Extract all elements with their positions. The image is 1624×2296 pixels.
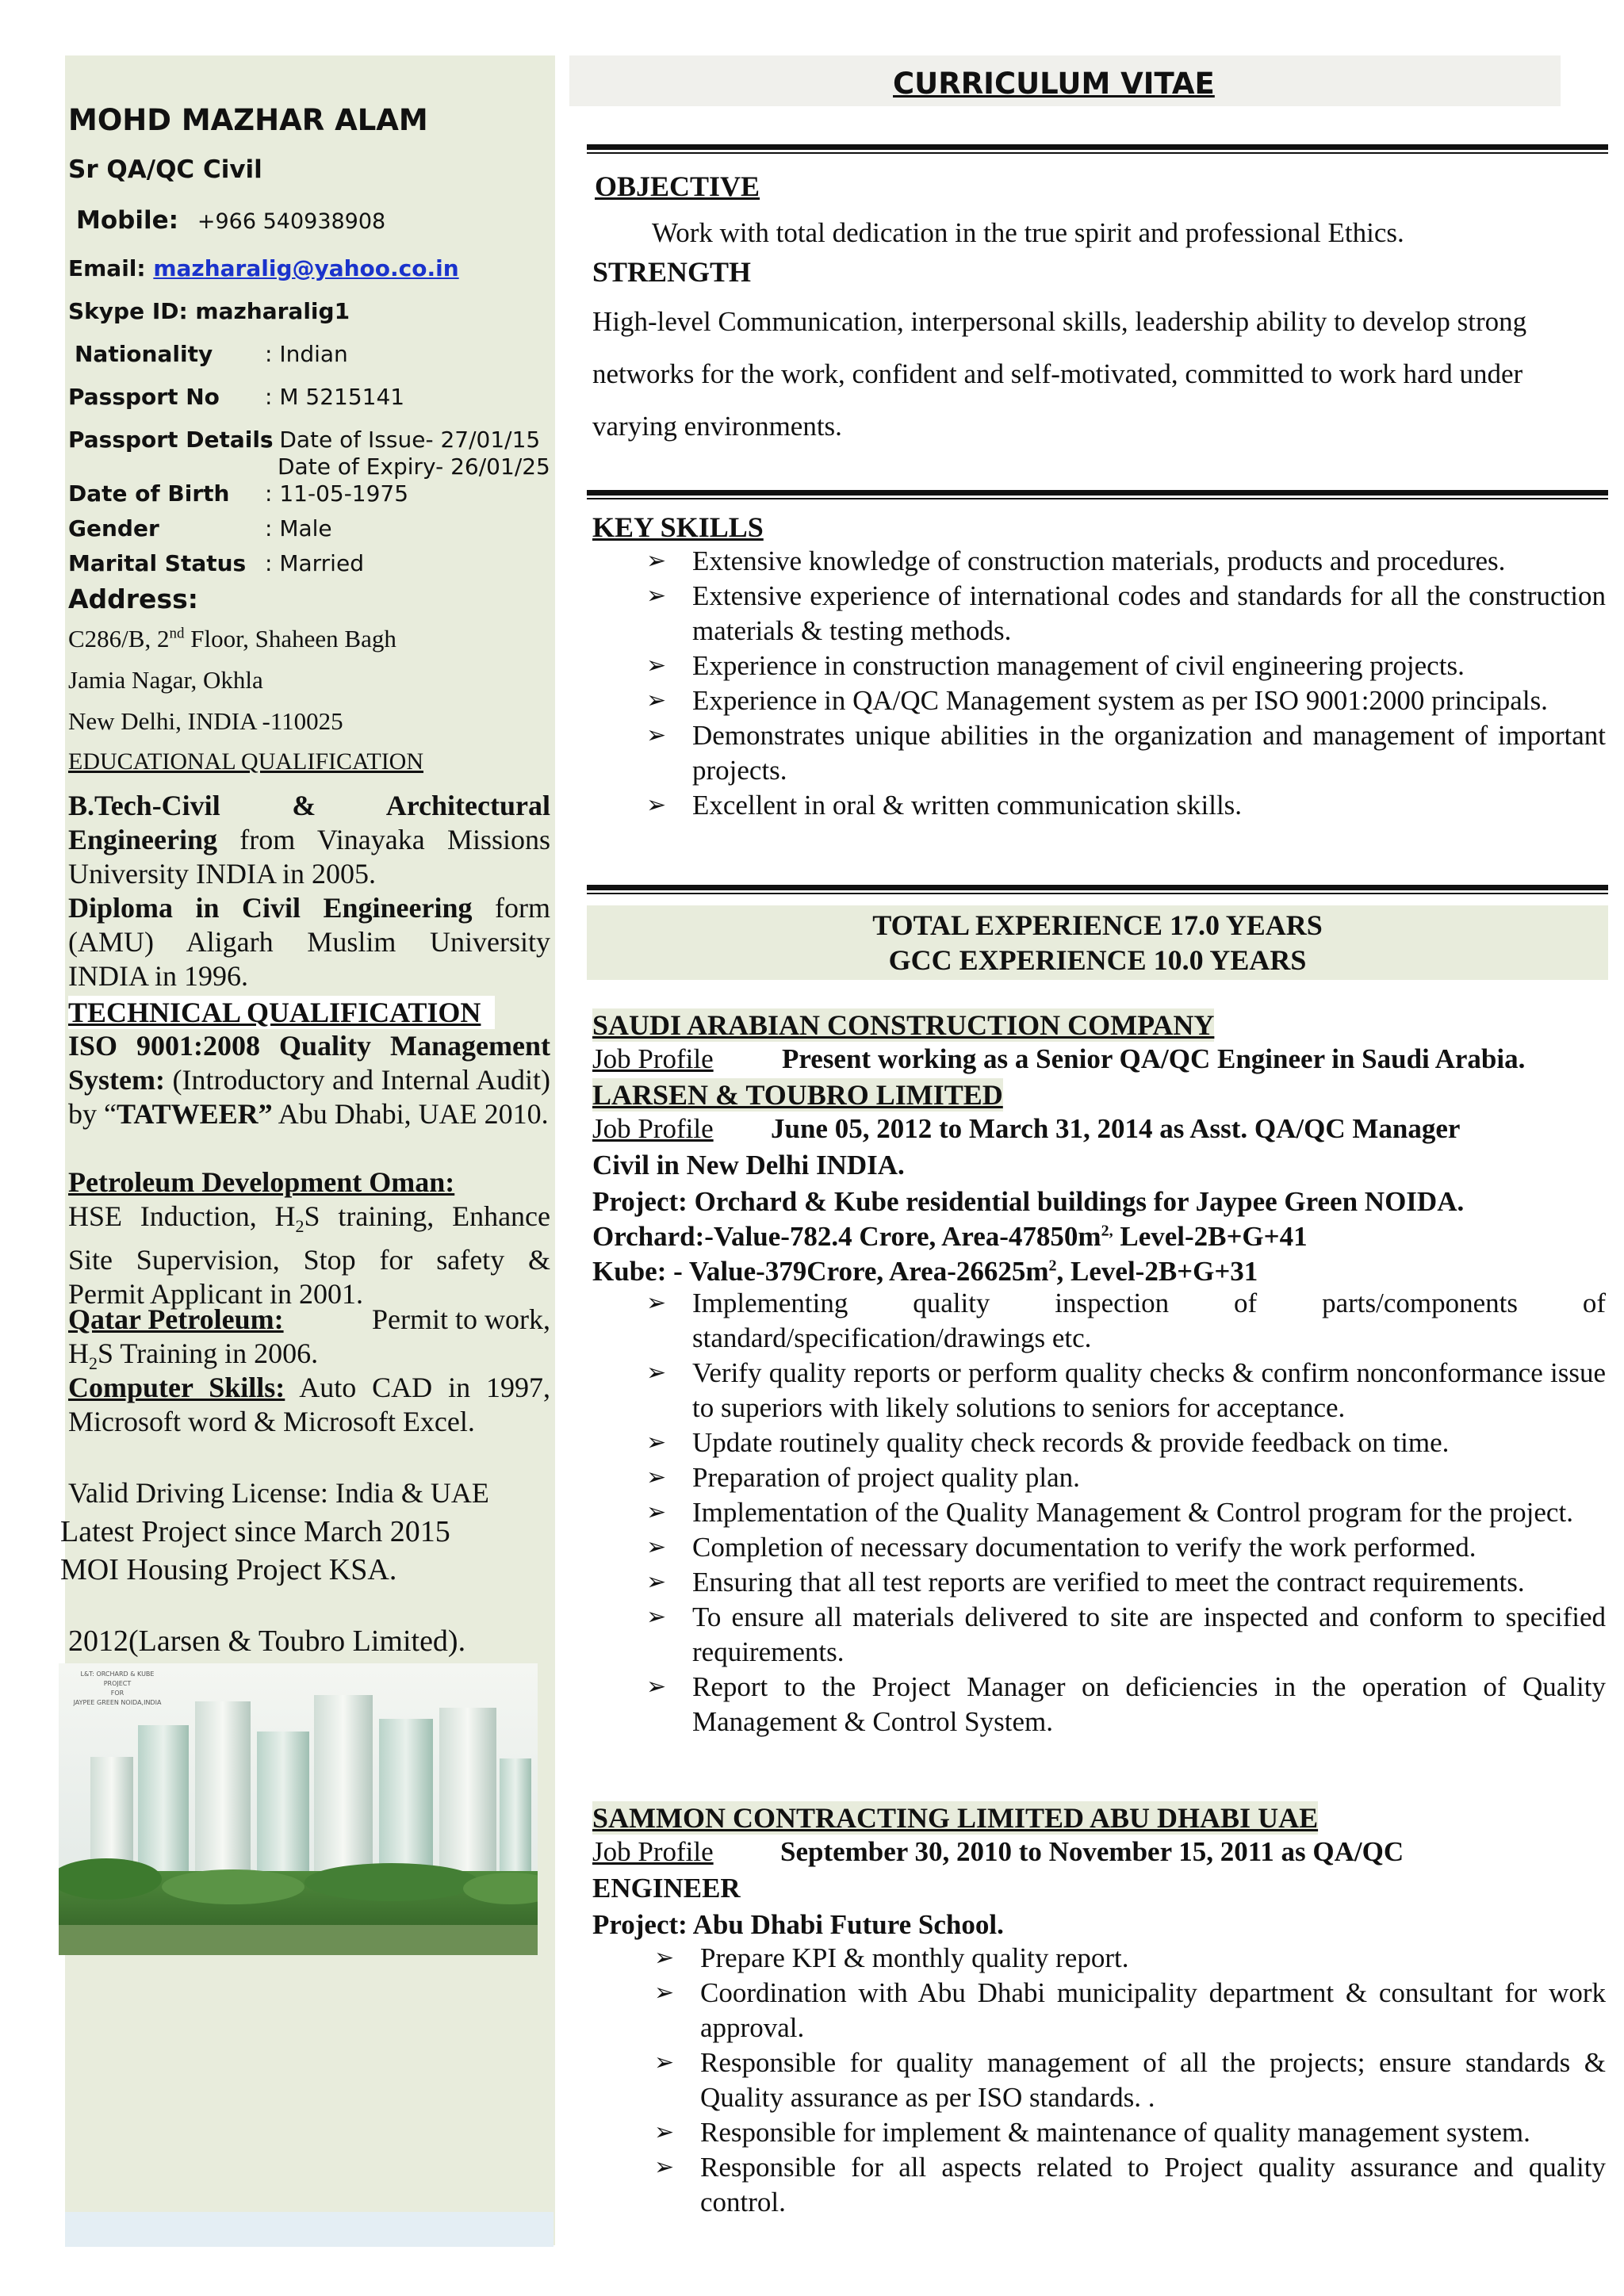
total-experience: TOTAL EXPERIENCE 17.0 YEARS (872, 909, 1323, 941)
list-item: ➢ Demonstrates unique abilities in the organization and management of important projects. (646, 720, 1606, 786)
list-item: ➢ Experience in QA/QC Management system as per ISO 9001:2000 principals. (646, 685, 1548, 716)
photo-caption (70, 1670, 165, 1708)
mobile-value: +966 540938908 (197, 209, 386, 234)
gender-label: Gender (68, 515, 159, 541)
list-item: ➢ To ensure all materials delivered to site are inspected and conform to specified requirements. (646, 1601, 1606, 1667)
divider-skills (587, 885, 1608, 890)
address-floor-suffix: nd (169, 625, 185, 642)
sidebar-footer-strip (65, 2212, 553, 2247)
mobile-row (76, 206, 385, 235)
list-item: ➢ Excellent in oral & written communication skills. (646, 790, 1243, 821)
orchard-end: Level-2B+G+41 (1113, 1221, 1308, 1252)
address-line-3: New Delhi, INDIA -110025 (68, 707, 343, 735)
divider-skills-thin (587, 893, 1608, 894)
education-diploma (68, 891, 550, 993)
technical-heading: TECHNICAL QUALIFICATION (68, 996, 495, 1029)
lt-kube (592, 1256, 1258, 1288)
photo-caption-line-1: L&T: ORCHARD & KUBE PROJECT (80, 1670, 155, 1687)
divider-strength-thin (587, 498, 1608, 499)
email-link[interactable]: mazharalig@yahoo.co.in (153, 255, 459, 281)
duty-text: Update routinely quality check records & provide feedback on time. (692, 1427, 1450, 1458)
duty-text: Preparation of project quality plan. (692, 1462, 1080, 1493)
duty-text: Implementation of the Quality Management & Control program for the project. (692, 1497, 1573, 1528)
sammon-profile-cont: ENGINEER (592, 1873, 741, 1904)
key-skills-list (646, 544, 1606, 823)
address-heading: Address: (68, 584, 198, 614)
candidate-role: Sr QA/QC Civil (68, 155, 262, 184)
lt-duties-list (646, 1286, 1606, 1739)
passport-value: : M 5215141 (265, 384, 405, 410)
list-item: ➢ Update routinely quality check records & provide feedback on time. (646, 1427, 1450, 1458)
nationality-value: : Indian (265, 341, 348, 367)
orchard-sup: 2, (1101, 1222, 1113, 1240)
lt-project: Project: Orchard & Kube residential buildings for Jaypee Green NOIDA. (592, 1186, 1465, 1217)
sacc-profile-label: Job Profile (592, 1043, 714, 1074)
strength-line-3: varying environments. (592, 411, 842, 442)
dob-label: Date of Birth (68, 480, 230, 507)
list-item: ➢ Coordination with Abu Dhabi municipality department & consultant for work approval. (654, 1977, 1606, 2043)
skill-text: Experience in construction management of civil engineering projects. (692, 650, 1465, 681)
company-sacc: SAUDI ARABIAN CONSTRUCTION COMPANY (592, 1009, 1215, 1041)
strength-heading: STRENGTH (592, 256, 752, 288)
passport-expiry-date: Date of Expiry- 26/01/25 (278, 453, 550, 480)
key-skills-heading: KEY SKILLS (592, 511, 764, 543)
tech-qatar (68, 1303, 550, 1380)
orchard-start: Orchard:-Value-782.4 Crore, Area-47850m (592, 1221, 1101, 1252)
company-sammon: SAMMON CONTRACTING LIMITED ABU DHABI UAE (592, 1802, 1319, 1834)
skill-text: Excellent in oral & written communication skills. (692, 790, 1243, 821)
tech-pdo (68, 1165, 550, 1311)
qatar-training-start: H (68, 1337, 89, 1369)
divider-top-thin (587, 152, 1608, 154)
btech-details: from Vinayaka Missions University INDIA in 2005. (68, 824, 550, 890)
qatar-training-end: S Training in 2006. (98, 1337, 319, 1369)
qatar-text: Permit to work, (372, 1303, 550, 1335)
candidate-name: MOHD MAZHAR ALAM (68, 103, 428, 137)
education-heading: EDUCATIONAL QUALIFICATION (68, 748, 424, 775)
sammon-profile: September 30, 2010 to November 15, 2011 as QA/QC (780, 1836, 1404, 1867)
list-item: ➢ Responsible for all aspects related to Project quality assurance and quality control. (654, 2152, 1606, 2218)
education-btech (68, 789, 550, 891)
email-label: Email: (68, 255, 146, 281)
iso-details: (Introductory and Internal Audit) by “ (68, 1064, 550, 1130)
pdo-text-start: HSE Induction, H (68, 1200, 296, 1232)
list-item: ➢ Responsible for quality management of all the projects; ensure standards & Quality assurance as per ISO standards. . (654, 2047, 1606, 2113)
address-line-1-end: Floor, Shaheen Bagh (184, 625, 396, 652)
duty-text: Ensuring that all test reports are verified to meet the contract requirements. (692, 1567, 1525, 1598)
latest-project: Latest Project since March 2015 (60, 1515, 450, 1548)
company-lt: LARSEN & TOUBRO LIMITED (592, 1079, 1003, 1111)
page-title: CURRICULUM VITAE (893, 67, 1215, 101)
list-item: ➢ Implementation of the Quality Management & Control program for the project. (646, 1497, 1573, 1528)
list-item: ➢ Report to the Project Manager on deficiencies in the operation of Quality Management & Control System. (646, 1671, 1606, 1737)
skill-text: Extensive experience of international codes and standards for all the construction materials & testing methods. (692, 580, 1606, 646)
photo-caption-line-3: JAYPEE GREEN NOIDA,INDIA (73, 1699, 162, 1706)
objective-text: Work with total dedication in the true spirit and professional Ethics. (652, 217, 1404, 248)
objective-heading: OBJECTIVE (595, 170, 760, 202)
sammon-project: Project: Abu Dhabi Future School. (592, 1909, 1004, 1940)
skill-text: Demonstrates unique abilities in the organization and management of important projects. (692, 720, 1606, 786)
lt-profile-label: Job Profile (592, 1113, 714, 1144)
marital-label: Marital Status (68, 550, 247, 576)
pdo-text-end: S training, Enhance Site Supervision, Stop for safety & Permit Applicant in 2001. (68, 1200, 550, 1311)
address-line-2: Jamia Nagar, Okhla (68, 666, 263, 694)
computer-skills-heading: Computer Skills: (68, 1372, 285, 1403)
iso-location: Abu Dhabi, UAE 2010. (272, 1098, 549, 1130)
skype-id: Skype ID: mazharalig1 (68, 298, 350, 324)
sacc-profile: Present working as a Senior QA/QC Engineer in Saudi Arabia. (782, 1043, 1526, 1074)
list-item: ➢ Experience in construction management of civil engineering projects. (646, 650, 1465, 681)
skill-text: Experience in QA/QC Management system as per ISO 9001:2000 principals. (692, 685, 1548, 716)
duty-text: Responsible for implement & maintenance of quality management system. (700, 2117, 1530, 2148)
duty-text: To ensure all materials delivered to site are inspected and conform to specified requirements. (692, 1601, 1606, 1667)
list-item: ➢ Ensuring that all test reports are verified to meet the contract requirements. (646, 1567, 1525, 1598)
tech-iso (68, 1029, 550, 1131)
duty-text: Implementing quality inspection of parts/components of standard/specification/drawings etc. (692, 1288, 1606, 1353)
iso-organizer: TATWEER” (116, 1098, 273, 1130)
list-item: ➢ Prepare KPI & monthly quality report. (654, 1942, 1129, 1973)
iso-course: ISO 9001:2008 Quality Management System: (68, 1030, 550, 1096)
dob-value: : 11-05-1975 (265, 480, 409, 507)
strength-line-2: networks for the work, confident and self-motivated, committed to work hard under (592, 358, 1523, 389)
qatar-subscript: 2 (89, 1353, 98, 1374)
list-item: ➢ Completion of necessary documentation to verify the work performed. (646, 1532, 1477, 1563)
divider-strength (587, 490, 1608, 496)
divider-top (587, 144, 1608, 150)
strength-line-1: High-level Communication, interpersonal skills, leadership ability to develop strong (592, 306, 1527, 337)
lt-profile: June 05, 2012 to March 31, 2014 as Asst. QA/QC Manager (771, 1113, 1461, 1144)
duty-text: Coordination with Abu Dhabi municipality department & consultant for work approval. (700, 1977, 1606, 2043)
duty-text: Responsible for quality management of all the projects; ensure standards & Quality assurance as per ISO standards. . (700, 2047, 1606, 2113)
kube-end: , Level-2B+G+31 (1056, 1256, 1258, 1287)
marital-value: : Married (265, 550, 364, 576)
btech-degree: B.Tech-Civil & Architectural Engineering (68, 790, 550, 855)
photo-caption-line-2: FOR (110, 1689, 124, 1697)
list-item: ➢ Extensive experience of international codes and standards for all the construction materials & testing methods. (646, 580, 1606, 646)
nationality-label: Nationality (75, 341, 213, 367)
driving-license: Valid Driving License: India & UAE (68, 1477, 489, 1509)
duty-text: Prepare KPI & monthly quality report. (700, 1942, 1129, 1973)
passport-label: Passport No (68, 384, 220, 410)
lt-project-caption: 2012(Larsen & Toubro Limited). (68, 1624, 466, 1658)
lt-profile-cont: Civil in New Delhi INDIA. (592, 1150, 905, 1181)
project-photo (59, 1663, 538, 1955)
skill-text: Extensive knowledge of construction materials, products and procedures. (692, 545, 1506, 576)
kube-sup: 2 (1048, 1257, 1057, 1275)
sammon-profile-label: Job Profile (592, 1836, 714, 1867)
duty-text: Verify quality reports or perform quality checks & confirm nonconformance issue to superiors with likely solutions to seniors for acceptance. (692, 1357, 1606, 1423)
list-item: ➢ Implementing quality inspection of parts/components of standard/specification/drawings etc. (646, 1288, 1606, 1353)
list-item: ➢ Extensive knowledge of construction materials, products and procedures. (646, 545, 1506, 576)
duty-text: Report to the Project Manager on deficiencies in the operation of Quality Management & Control System. (692, 1671, 1606, 1737)
duty-text: Completion of necessary documentation to verify the work performed. (692, 1532, 1477, 1563)
pdo-subscript: 2 (295, 1216, 304, 1237)
list-item: ➢ Responsible for implement & maintenance of quality management system. (654, 2117, 1530, 2148)
list-item: ➢ Verify quality reports or perform quality checks & confirm nonconformance issue to superiors with likely solutions to seniors for acceptance. (646, 1357, 1606, 1423)
list-item: ➢ Preparation of project quality plan. (646, 1462, 1080, 1493)
pdo-heading: Petroleum Development Oman: (68, 1166, 455, 1198)
address-line-1 (68, 625, 396, 653)
mobile-label: Mobile: (76, 206, 179, 235)
diploma-details: form (AMU) Aligarh Muslim University INDIA in 1996. (68, 892, 550, 992)
diploma-degree: Diploma in Civil Engineering (68, 892, 473, 924)
latest-project-name: MOI Housing Project KSA. (60, 1553, 397, 1586)
lt-orchard (592, 1221, 1308, 1253)
passport-details-label: Passport Details (68, 427, 274, 453)
tech-computer-skills (68, 1371, 550, 1439)
duty-text: Responsible for all aspects related to Project quality assurance and quality control. (700, 2152, 1606, 2218)
kube-start: Kube: - Value-379Crore, Area-26625m (592, 1256, 1049, 1287)
gcc-experience: GCC EXPERIENCE 10.0 YEARS (888, 944, 1307, 976)
gender-value: : Male (265, 515, 332, 541)
email-row (68, 255, 459, 281)
computer-skills-text: Auto CAD in 1997, Microsoft word & Microsoft Excel. (68, 1372, 550, 1437)
sammon-duties-list (654, 1941, 1606, 2220)
qatar-heading: Qatar Petroleum: (68, 1303, 284, 1335)
address-line-1-start: C286/B, 2 (68, 625, 170, 652)
passport-issue-date: : Date of Issue- 27/01/15 (265, 427, 541, 453)
